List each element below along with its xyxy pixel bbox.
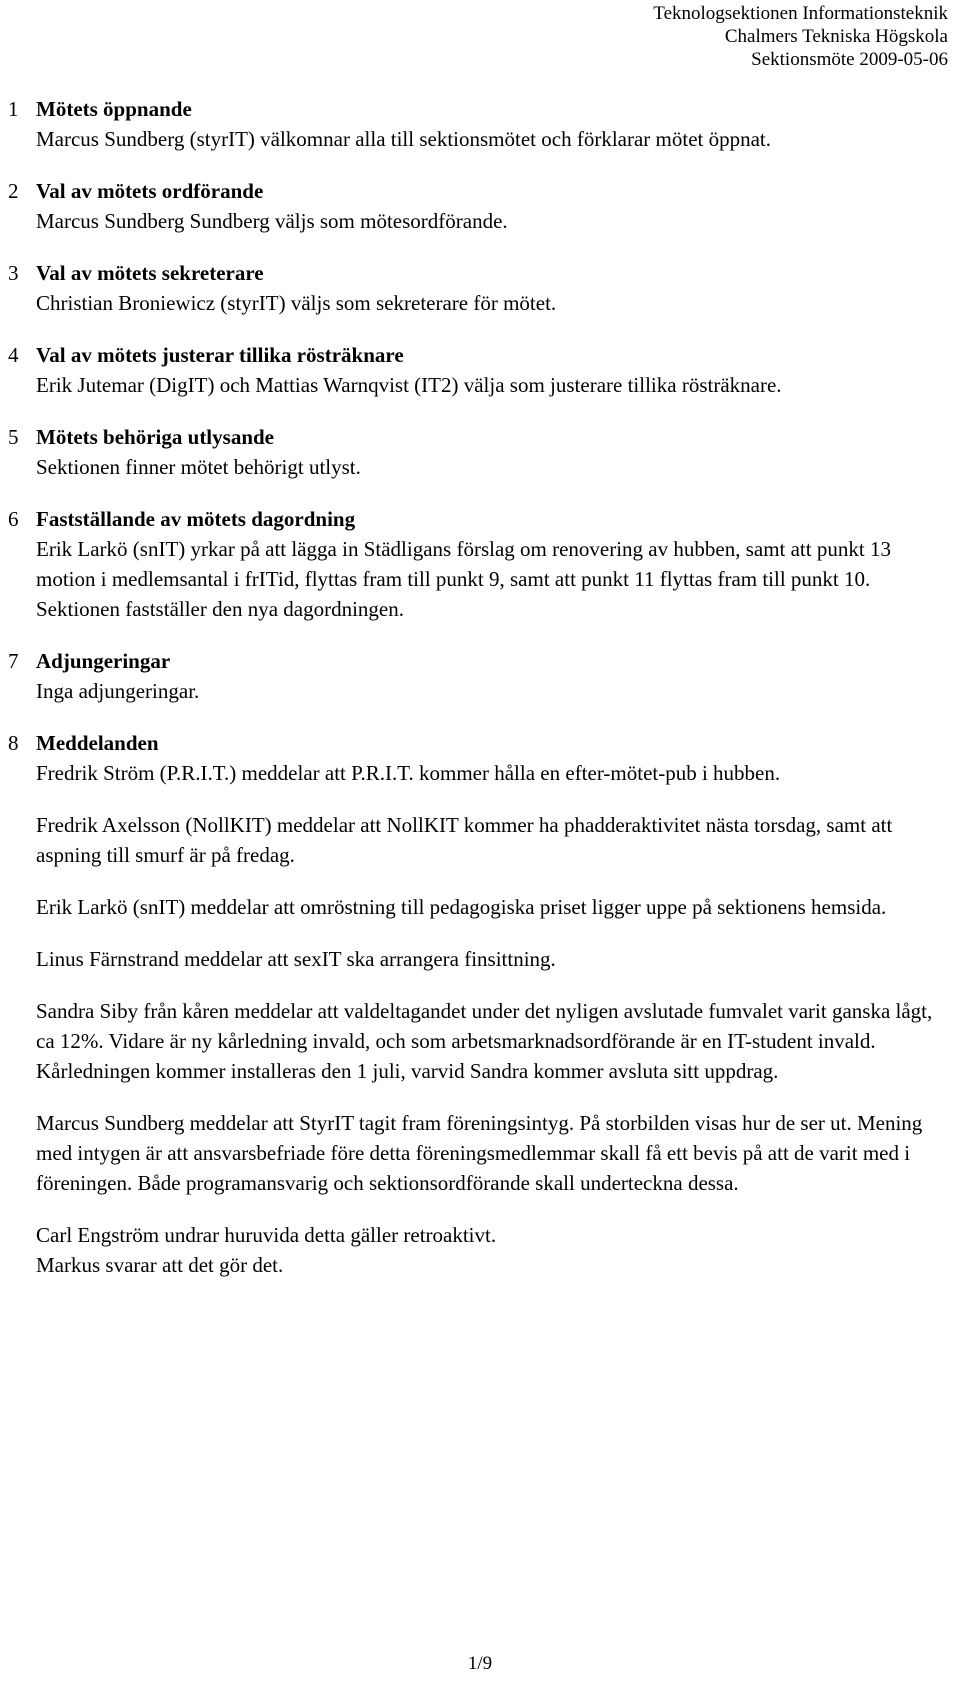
section-heading	[0, 340, 940, 370]
section-heading	[0, 728, 940, 758]
section-title: Fastställande av mötets dagordning	[36, 507, 356, 531]
section-2	[0, 176, 940, 236]
section-number: 7	[8, 649, 19, 673]
section-7	[0, 646, 940, 706]
section-heading	[0, 422, 940, 452]
section-paragraph: Inga adjungeringar.	[36, 679, 200, 703]
section-number: 3	[8, 261, 19, 285]
section-paragraph: Fredrik Ström (P.R.I.T.) meddelar att P.R.I.T. kommer hålla en efter-mötet-pub i hubben.	[36, 761, 781, 785]
section-paragraph: Erik Larkö (snIT) meddelar att omröstning till pedagogiska priset ligger uppe på sektionens hemsida.	[36, 895, 887, 919]
section-number: 4	[8, 343, 19, 367]
section-heading	[0, 176, 940, 206]
section-paragraph: Carl Engström undrar huruvida detta gäller retroaktivt.	[36, 1223, 497, 1247]
section-1	[0, 94, 940, 154]
section-paragraph: Erik Larkö (snIT) yrkar på att lägga in Städligans förslag om renovering av hubben, samt att punkt 13 motion i medlemsantal i frITid, flyttas fram till punkt 9, samt att punkt 11 flyttas fram till punkt 10. Sektionen fastställer den nya dagordningen.	[36, 537, 891, 621]
page-number: 1/9	[467, 1653, 493, 1674]
section-paragraph: Marcus Sundberg Sundberg väljs som mötesordförande.	[36, 209, 508, 233]
section-4	[0, 340, 940, 400]
section-paragraph: Christian Broniewicz (styrIT) väljs som sekreterare för mötet.	[36, 291, 557, 315]
section-heading	[0, 94, 940, 124]
section-title: Mötets behöriga utlysande	[36, 425, 274, 449]
section-paragraph: Marcus Sundberg (styrIT) välkomnar alla till sektionsmötet och förklarar mötet öppnat.	[36, 127, 772, 151]
section-heading	[0, 646, 940, 676]
section-title: Val av mötets sekreterare	[36, 261, 264, 285]
section-paragraph: Fredrik Axelsson (NollKIT) meddelar att NollKIT kommer ha phadderaktivitet nästa torsdag, samt att aspning till smurf är på fredag.	[36, 813, 893, 867]
section-number: 6	[8, 507, 19, 531]
section-5	[0, 422, 940, 482]
section-title: Meddelanden	[36, 731, 159, 755]
section-title: Val av mötets ordförande	[36, 179, 264, 203]
section-heading	[0, 504, 940, 534]
section-paragraph: Sektionen finner mötet behörigt utlyst.	[36, 455, 361, 479]
section-number: 5	[8, 425, 19, 449]
section-number: 8	[8, 731, 19, 755]
header-university: Chalmers Tekniska Högskola	[724, 26, 948, 47]
minutes-body	[0, 94, 940, 1302]
section-paragraph: Linus Färnstrand meddelar att sexIT ska arrangera finsittning.	[36, 947, 556, 971]
section-number: 2	[8, 179, 19, 203]
section-3	[0, 258, 940, 318]
header-meeting-date: Sektionsmöte 2009-05-06	[751, 49, 948, 70]
section-8	[0, 728, 940, 1280]
section-paragraph: Erik Jutemar (DigIT) och Mattias Warnqvist (IT2) välja som justerare tillika rösträknare.	[36, 373, 782, 397]
section-title: Adjungeringar	[36, 649, 171, 673]
section-title: Mötets öppnande	[36, 97, 192, 121]
section-heading	[0, 258, 940, 288]
section-paragraph: Marcus Sundberg meddelar att StyrIT tagit fram föreningsintyg. På storbilden visas hur de ser ut. Mening med intygen är att ansvarsbefriade före detta föreningsmedlemmar skall få ett bevis på att de varit med i föreningen. Både programansvarig och sektionsordförande skall underteckna dessa.	[36, 1111, 923, 1195]
section-6	[0, 504, 940, 624]
section-number: 1	[8, 97, 19, 121]
document-header	[653, 2, 948, 71]
header-organization: Teknologsektionen Informationsteknik	[653, 3, 948, 24]
section-paragraph: Sandra Siby från kåren meddelar att valdeltagandet under det nyligen avslutade fumvalet varit ganska lågt, ca 12%. Vidare är ny kårledning invald, och som arbetsmarknadsordförande är en IT-student invald. Kårledningen kommer installeras den 1 juli, varvid Sandra kommer avsluta sitt uppdrag.	[36, 999, 933, 1083]
section-paragraph: Markus svarar att det gör det.	[36, 1253, 284, 1277]
section-title: Val av mötets justerar tillika rösträknare	[36, 343, 404, 367]
